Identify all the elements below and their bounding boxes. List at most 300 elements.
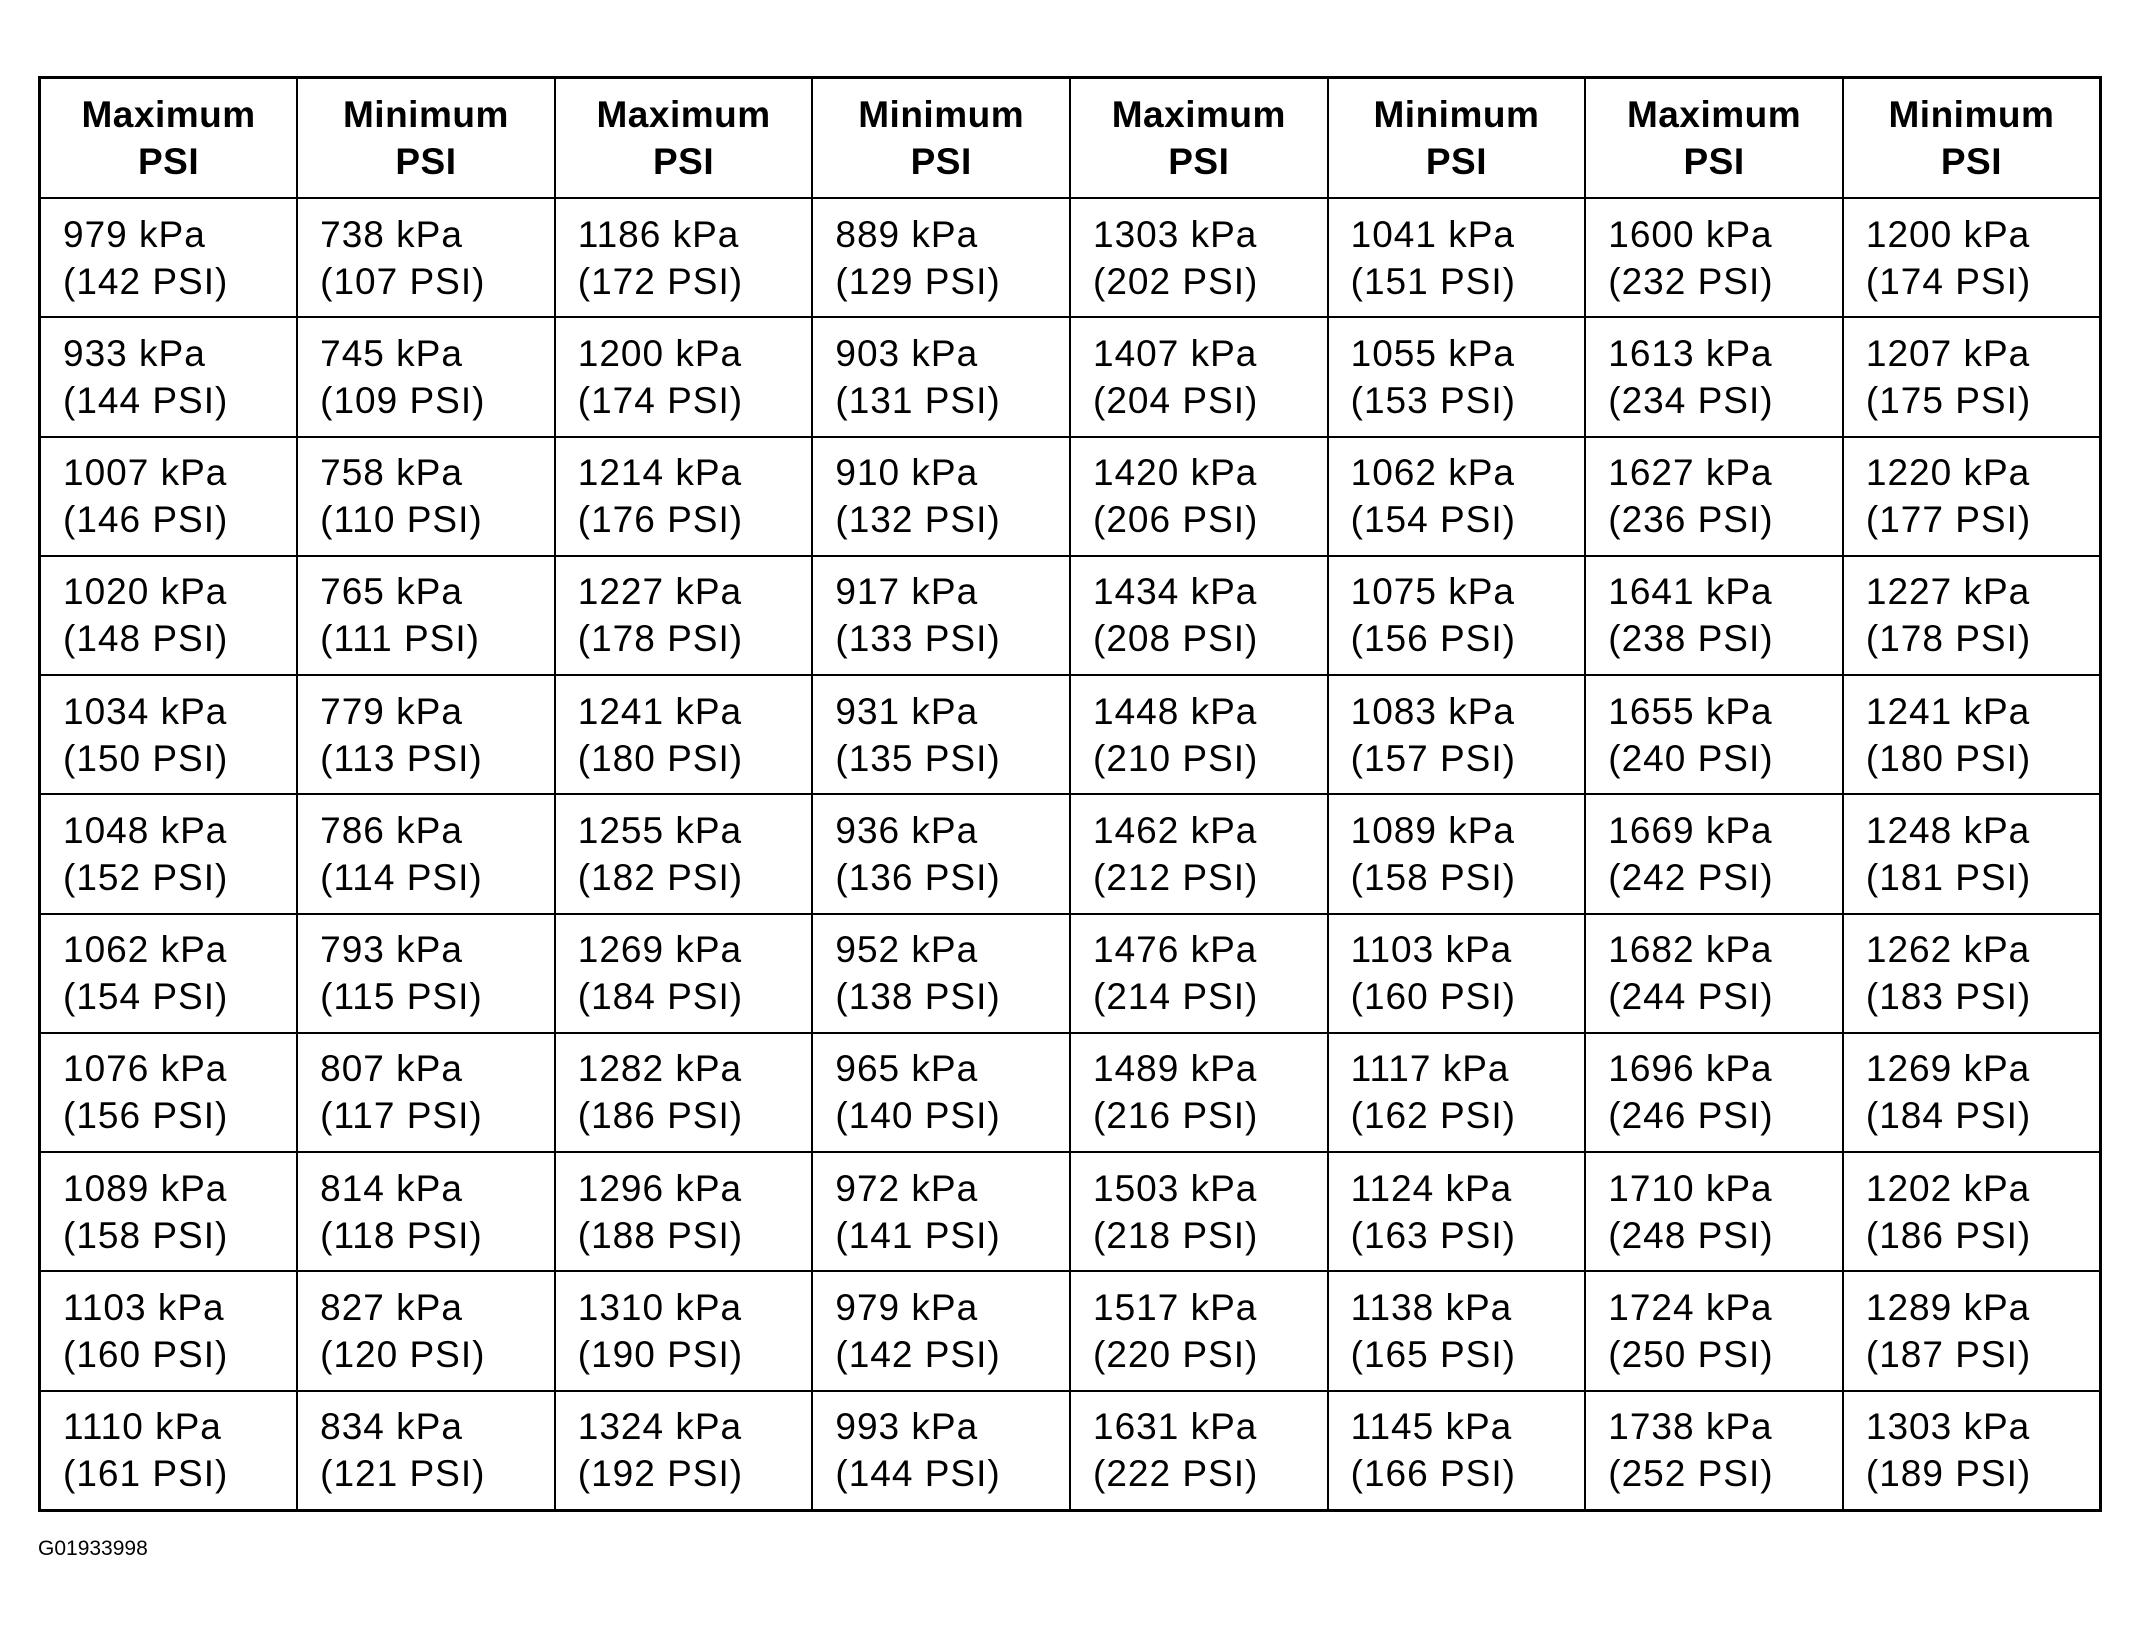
table-cell (812, 794, 1070, 913)
kpa-value: 1489 kPa (1093, 1048, 1258, 1090)
table-cell (1328, 675, 1586, 794)
kpa-value: 952 kPa (835, 929, 979, 971)
kpa-value: 1282 kPa (577, 1048, 743, 1090)
table-cell (1585, 317, 1843, 436)
table-cell (1070, 794, 1328, 913)
table-row (40, 1391, 2101, 1511)
psi-value: (153 PSI) (1350, 379, 1516, 421)
kpa-value: 1020 kPa (63, 571, 228, 613)
table-cell (1070, 1033, 1328, 1152)
column-header (812, 78, 1070, 199)
kpa-value: 1289 kPa (1865, 1286, 2031, 1328)
kpa-value: 1303 kPa (1865, 1406, 2031, 1448)
psi-value: (210 PSI) (1093, 737, 1259, 779)
kpa-value: 1062 kPa (1350, 452, 1515, 494)
psi-value: (154 PSI) (63, 976, 229, 1018)
psi-value: (166 PSI) (1350, 1453, 1516, 1495)
table-cell (40, 198, 298, 317)
kpa-value: 931 kPa (835, 690, 979, 732)
psi-value: (180 PSI) (1865, 737, 2032, 779)
kpa-value: 1227 kPa (1865, 571, 2031, 613)
psi-value: (180 PSI) (577, 737, 744, 779)
psi-value: (202 PSI) (1093, 260, 1259, 302)
psi-value: (163 PSI) (1350, 1214, 1516, 1256)
psi-value: (158 PSI) (1350, 856, 1516, 898)
psi-value: (140 PSI) (835, 1095, 1001, 1137)
table-cell (1843, 317, 2101, 436)
kpa-value: 1138 kPa (1350, 1286, 1513, 1328)
kpa-value: 933 kPa (63, 332, 206, 374)
table-cell (1585, 556, 1843, 675)
psi-value: (150 PSI) (63, 737, 229, 779)
psi-value: (232 PSI) (1608, 260, 1774, 302)
kpa-value: 979 kPa (835, 1286, 979, 1328)
psi-value: (114 PSI) (320, 856, 483, 898)
table-cell (555, 556, 813, 675)
kpa-value: 1517 kPa (1093, 1286, 1258, 1328)
psi-value: (111 PSI) (320, 618, 480, 660)
table-cell (812, 198, 1070, 317)
kpa-value: 1110 kPa (63, 1406, 222, 1448)
psi-value: (172 PSI) (577, 260, 744, 302)
psi-value: (252 PSI) (1608, 1453, 1774, 1495)
table-cell (555, 1152, 813, 1271)
column-header-line: Maximum (81, 94, 256, 135)
table-row (40, 317, 2101, 436)
table-cell (1585, 1152, 1843, 1271)
kpa-value: 1089 kPa (63, 1167, 228, 1209)
kpa-value: 1034 kPa (63, 690, 228, 732)
psi-value: (161 PSI) (63, 1453, 229, 1495)
psi-value: (162 PSI) (1350, 1095, 1516, 1137)
kpa-value: 1600 kPa (1608, 213, 1773, 255)
kpa-value: 1075 kPa (1350, 571, 1515, 613)
table-cell (1328, 556, 1586, 675)
psi-value: (244 PSI) (1608, 976, 1774, 1018)
kpa-value: 1255 kPa (577, 809, 743, 851)
table-cell (1328, 437, 1586, 556)
table-cell (1585, 1033, 1843, 1152)
psi-value: (151 PSI) (1350, 260, 1516, 302)
table-cell (1843, 1391, 2101, 1511)
kpa-value: 1269 kPa (1865, 1048, 2031, 1090)
psi-value: (183 PSI) (1865, 976, 2032, 1018)
kpa-value: 827 kPa (320, 1286, 463, 1328)
kpa-value: 765 kPa (320, 571, 463, 613)
kpa-value: 807 kPa (320, 1048, 463, 1090)
table-cell (297, 914, 555, 1033)
column-header-line: PSI (1168, 141, 1230, 182)
psi-value: (177 PSI) (1865, 499, 2032, 541)
table-cell (555, 675, 813, 794)
table-cell (812, 1033, 1070, 1152)
kpa-value: 1296 kPa (577, 1167, 743, 1209)
psi-value: (240 PSI) (1608, 737, 1774, 779)
table-cell (40, 317, 298, 436)
psi-value: (110 PSI) (320, 499, 483, 541)
kpa-value: 1462 kPa (1093, 809, 1258, 851)
table-cell (555, 198, 813, 317)
kpa-value: 1007 kPa (63, 452, 228, 494)
psi-value: (220 PSI) (1093, 1333, 1259, 1375)
psi-value: (156 PSI) (1350, 618, 1516, 660)
psi-value: (204 PSI) (1093, 379, 1259, 421)
table-cell (812, 556, 1070, 675)
kpa-value: 936 kPa (835, 809, 979, 851)
psi-value: (175 PSI) (1865, 379, 2032, 421)
kpa-value: 738 kPa (320, 213, 463, 255)
table-row (40, 1152, 2101, 1271)
kpa-value: 1200 kPa (1865, 213, 2031, 255)
psi-value: (156 PSI) (63, 1095, 229, 1137)
kpa-value: 1062 kPa (63, 929, 228, 971)
psi-value: (121 PSI) (320, 1453, 486, 1495)
kpa-value: 1738 kPa (1608, 1406, 1773, 1448)
table-cell (297, 198, 555, 317)
column-header (1585, 78, 1843, 199)
table-cell (1843, 1033, 2101, 1152)
kpa-value: 1248 kPa (1865, 809, 2031, 851)
kpa-value: 1724 kPa (1608, 1286, 1773, 1328)
table-cell (812, 317, 1070, 436)
table-cell (1328, 198, 1586, 317)
table-cell (297, 1152, 555, 1271)
kpa-value: 1420 kPa (1093, 452, 1258, 494)
kpa-value: 1048 kPa (63, 809, 228, 851)
column-header-line: Minimum (858, 94, 1025, 135)
kpa-value: 917 kPa (835, 571, 979, 613)
psi-value: (182 PSI) (577, 856, 744, 898)
table-cell (1843, 198, 2101, 317)
table-cell (1585, 914, 1843, 1033)
table-cell (1843, 1152, 2101, 1271)
psi-value: (212 PSI) (1093, 856, 1259, 898)
column-header (555, 78, 813, 199)
table-cell (40, 794, 298, 913)
psi-value: (158 PSI) (63, 1214, 229, 1256)
psi-value: (146 PSI) (63, 499, 229, 541)
table-cell (40, 1033, 298, 1152)
table-cell (297, 675, 555, 794)
kpa-value: 1696 kPa (1608, 1048, 1773, 1090)
psi-value: (248 PSI) (1608, 1214, 1774, 1256)
table-cell (1070, 198, 1328, 317)
kpa-value: 1310 kPa (577, 1286, 743, 1328)
kpa-value: 1655 kPa (1608, 690, 1773, 732)
kpa-value: 1117 kPa (1350, 1048, 1510, 1090)
kpa-value: 1202 kPa (1865, 1167, 2031, 1209)
psi-value: (181 PSI) (1865, 856, 2032, 898)
table-cell (1328, 1152, 1586, 1271)
table-cell (1070, 556, 1328, 675)
kpa-value: 834 kPa (320, 1406, 463, 1448)
table-cell (1843, 1271, 2101, 1390)
table-cell (40, 1391, 298, 1511)
kpa-value: 1613 kPa (1608, 332, 1773, 374)
psi-value: (176 PSI) (577, 499, 744, 541)
kpa-value: 745 kPa (320, 332, 463, 374)
psi-value: (214 PSI) (1093, 976, 1259, 1018)
table-row (40, 437, 2101, 556)
kpa-value: 1076 kPa (63, 1048, 228, 1090)
kpa-value: 1089 kPa (1350, 809, 1515, 851)
table-cell (1070, 914, 1328, 1033)
kpa-value: 1627 kPa (1608, 452, 1773, 494)
table-cell (297, 556, 555, 675)
kpa-value: 1041 kPa (1350, 213, 1515, 255)
kpa-value: 1186 kPa (577, 213, 740, 255)
table-row (40, 914, 2101, 1033)
psi-value: (189 PSI) (1865, 1453, 2032, 1495)
psi-value: (133 PSI) (835, 618, 1001, 660)
psi-value: (148 PSI) (63, 618, 229, 660)
psi-value: (165 PSI) (1350, 1333, 1516, 1375)
psi-value: (187 PSI) (1865, 1333, 2032, 1375)
table-cell (555, 794, 813, 913)
psi-value: (129 PSI) (835, 260, 1001, 302)
kpa-value: 1055 kPa (1350, 332, 1515, 374)
psi-value: (160 PSI) (1350, 976, 1516, 1018)
psi-value: (186 PSI) (577, 1095, 744, 1137)
table-cell (1070, 317, 1328, 436)
table-cell (812, 675, 1070, 794)
column-header (1843, 78, 2101, 199)
psi-value: (136 PSI) (835, 856, 1001, 898)
psi-value: (132 PSI) (835, 499, 1001, 541)
psi-value: (157 PSI) (1350, 737, 1516, 779)
psi-value: (184 PSI) (1865, 1095, 2032, 1137)
kpa-value: 965 kPa (835, 1048, 979, 1090)
table-cell (555, 1391, 813, 1511)
kpa-value: 1241 kPa (1865, 690, 2031, 732)
table-cell (297, 437, 555, 556)
table-cell (1585, 1271, 1843, 1390)
kpa-value: 1220 kPa (1865, 452, 2031, 494)
table-cell (555, 437, 813, 556)
table-cell (40, 675, 298, 794)
psi-value: (174 PSI) (577, 379, 744, 421)
table-cell (1843, 556, 2101, 675)
kpa-value: 1124 kPa (1350, 1167, 1513, 1209)
column-header (1070, 78, 1328, 199)
pressure-table (38, 76, 2102, 1512)
table-cell (555, 1033, 813, 1152)
psi-value: (184 PSI) (577, 976, 744, 1018)
table-row (40, 1271, 2101, 1390)
kpa-value: 1103 kPa (63, 1286, 225, 1328)
table-row (40, 556, 2101, 675)
psi-value: (144 PSI) (63, 379, 229, 421)
pressure-chart (38, 76, 2102, 1512)
table-row (40, 675, 2101, 794)
kpa-value: 903 kPa (835, 332, 979, 374)
column-header-line: PSI (910, 141, 972, 182)
table-cell (297, 1033, 555, 1152)
column-header-line: PSI (1683, 141, 1745, 182)
table-cell (1328, 794, 1586, 913)
figure-id: G01933998 (38, 1537, 148, 1560)
column-header-line: Maximum (1626, 94, 1802, 135)
column-header (40, 78, 298, 199)
column-header-line: Minimum (1888, 94, 2055, 135)
table-cell (555, 914, 813, 1033)
table-cell (1328, 1271, 1586, 1390)
kpa-value: 1207 kPa (1865, 332, 2031, 374)
table-cell (297, 1391, 555, 1511)
kpa-value: 779 kPa (320, 690, 463, 732)
kpa-value: 1269 kPa (577, 929, 743, 971)
psi-value: (117 PSI) (320, 1095, 483, 1137)
table-cell (1843, 794, 2101, 913)
header-row (40, 78, 2101, 199)
psi-value: (190 PSI) (577, 1333, 744, 1375)
psi-value: (138 PSI) (835, 976, 1001, 1018)
table-header (40, 78, 2101, 199)
table-cell (1585, 794, 1843, 913)
table-cell (1843, 437, 2101, 556)
kpa-value: 1641 kPa (1608, 571, 1773, 613)
table-cell (40, 914, 298, 1033)
table-cell (1585, 1391, 1843, 1511)
kpa-value: 993 kPa (835, 1406, 979, 1448)
table-cell (1328, 1391, 1586, 1511)
psi-value: (144 PSI) (835, 1453, 1001, 1495)
table-cell (555, 1271, 813, 1390)
psi-value: (186 PSI) (1865, 1214, 2032, 1256)
table-body (40, 198, 2101, 1511)
table-cell (1070, 1271, 1328, 1390)
table-cell (1585, 198, 1843, 317)
psi-value: (250 PSI) (1608, 1333, 1774, 1375)
psi-value: (107 PSI) (320, 260, 486, 302)
kpa-value: 910 kPa (835, 452, 979, 494)
psi-value: (246 PSI) (1608, 1095, 1774, 1137)
table-row (40, 198, 2101, 317)
kpa-value: 1682 kPa (1608, 929, 1773, 971)
psi-value: (120 PSI) (320, 1333, 486, 1375)
psi-value: (178 PSI) (577, 618, 744, 660)
kpa-value: 1631 kPa (1093, 1406, 1258, 1448)
psi-value: (142 PSI) (835, 1333, 1001, 1375)
table-cell (40, 1152, 298, 1271)
kpa-value: 1241 kPa (577, 690, 743, 732)
table-cell (40, 556, 298, 675)
table-cell (812, 914, 1070, 1033)
kpa-value: 1407 kPa (1093, 332, 1258, 374)
table-cell (812, 1152, 1070, 1271)
kpa-value: 979 kPa (63, 213, 206, 255)
table-row (40, 1033, 2101, 1152)
column-header-line: Minimum (1373, 94, 1540, 135)
column-header-line: PSI (137, 141, 200, 182)
psi-value: (242 PSI) (1608, 856, 1774, 898)
kpa-value: 1303 kPa (1093, 213, 1258, 255)
kpa-value: 1324 kPa (577, 1406, 743, 1448)
psi-value: (118 PSI) (320, 1214, 483, 1256)
table-cell (1070, 1152, 1328, 1271)
psi-value: (234 PSI) (1608, 379, 1774, 421)
psi-value: (206 PSI) (1093, 499, 1259, 541)
psi-value: (152 PSI) (63, 856, 229, 898)
kpa-value: 972 kPa (835, 1167, 979, 1209)
table-cell (1070, 675, 1328, 794)
psi-value: (238 PSI) (1608, 618, 1774, 660)
psi-value: (178 PSI) (1865, 618, 2032, 660)
table-cell (40, 437, 298, 556)
table-cell (812, 1391, 1070, 1511)
psi-value: (154 PSI) (1350, 499, 1516, 541)
table-cell (297, 1271, 555, 1390)
table-cell (1328, 1033, 1586, 1152)
column-header (1328, 78, 1586, 199)
psi-value: (135 PSI) (835, 737, 1001, 779)
kpa-value: 1669 kPa (1608, 809, 1773, 851)
kpa-value: 1434 kPa (1093, 571, 1258, 613)
kpa-value: 1227 kPa (577, 571, 743, 613)
kpa-value: 1214 kPa (577, 452, 743, 494)
psi-value: (141 PSI) (835, 1214, 1001, 1256)
psi-value: (160 PSI) (63, 1333, 229, 1375)
kpa-value: 1476 kPa (1093, 929, 1258, 971)
psi-value: (188 PSI) (577, 1214, 744, 1256)
psi-value: (109 PSI) (320, 379, 486, 421)
table-cell (1070, 437, 1328, 556)
psi-value: (113 PSI) (320, 737, 483, 779)
kpa-value: 793 kPa (320, 929, 463, 971)
table-cell (812, 437, 1070, 556)
column-header-line: PSI (1940, 141, 2002, 182)
kpa-value: 1145 kPa (1350, 1406, 1513, 1448)
psi-value: (131 PSI) (835, 379, 1001, 421)
column-header-line: Minimum (342, 94, 509, 135)
psi-value: (216 PSI) (1093, 1095, 1259, 1137)
psi-value: (142 PSI) (63, 260, 229, 302)
psi-value: (192 PSI) (577, 1453, 744, 1495)
kpa-value: 1448 kPa (1093, 690, 1258, 732)
kpa-value: 1200 kPa (577, 332, 743, 374)
psi-value: (218 PSI) (1093, 1214, 1259, 1256)
kpa-value: 786 kPa (320, 809, 463, 851)
table-cell (812, 1271, 1070, 1390)
table-cell (297, 794, 555, 913)
table-cell (1843, 914, 2101, 1033)
kpa-value: 1503 kPa (1093, 1167, 1258, 1209)
kpa-value: 889 kPa (835, 213, 979, 255)
psi-value: (115 PSI) (320, 976, 483, 1018)
column-header-line: Maximum (1111, 94, 1286, 135)
psi-value: (236 PSI) (1608, 499, 1774, 541)
column-header-line: Maximum (596, 94, 771, 135)
table-cell (1328, 317, 1586, 436)
table-cell (1070, 1391, 1328, 1511)
psi-value: (208 PSI) (1093, 618, 1259, 660)
column-header-line: PSI (1425, 141, 1487, 182)
column-header-line: PSI (395, 141, 457, 182)
table-cell (40, 1271, 298, 1390)
kpa-value: 1083 kPa (1350, 690, 1515, 732)
kpa-value: 1710 kPa (1608, 1167, 1773, 1209)
table-cell (555, 317, 813, 436)
table-cell (297, 317, 555, 436)
kpa-value: 1262 kPa (1865, 929, 2031, 971)
kpa-value: 758 kPa (320, 452, 463, 494)
table-cell (1843, 675, 2101, 794)
psi-value: (174 PSI) (1865, 260, 2032, 302)
table-row (40, 794, 2101, 913)
column-header-line: PSI (652, 141, 715, 182)
kpa-value: 1103 kPa (1350, 929, 1513, 971)
table-cell (1585, 675, 1843, 794)
